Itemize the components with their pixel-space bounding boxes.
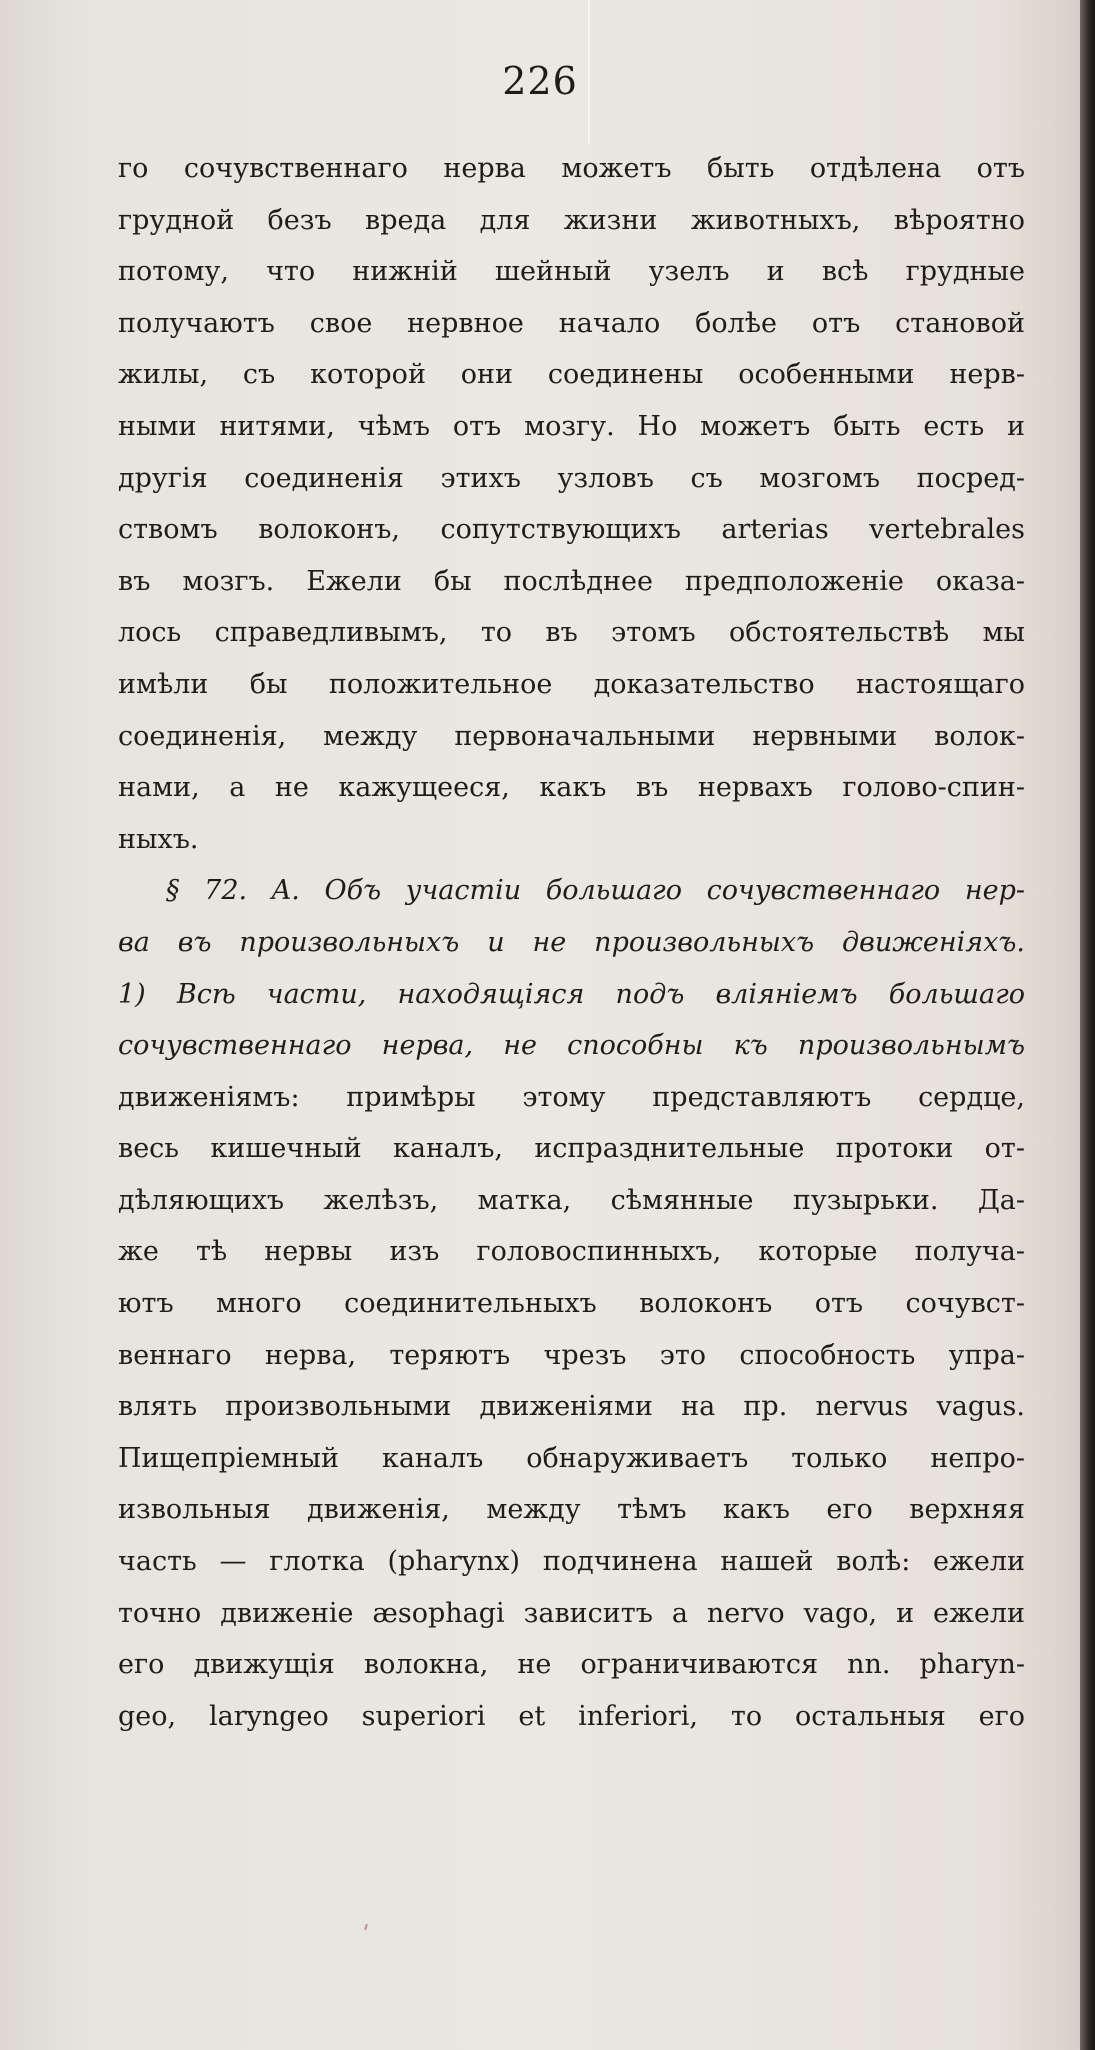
text-line: лось справедливымъ, то въ этомъ обстоятельствѣ мы: [118, 617, 1025, 649]
text-line: его движущія волокна, не ограничиваются nn. pharyn-: [118, 1649, 1025, 1681]
text-line: влять произвольными движеніями на пр. nervus vagus.: [118, 1391, 1025, 1423]
text-line: получаютъ свое нервное начало болѣе отъ становой: [118, 307, 1025, 339]
text-line: ютъ много соединительныхъ волоконъ отъ сочувст-: [118, 1288, 1025, 1320]
page-number: 226: [502, 59, 578, 103]
section-heading-continued: ва въ произвольныхъ и не произвольныхъ движеніяхъ.: [118, 926, 1025, 958]
item-1-line: сочувственнаго нерва, не способны къ произвольнымъ: [118, 1030, 1025, 1062]
text-line: соединенія, между первоначальными нервными волок-: [118, 720, 1025, 752]
text-line: Пищепріемный каналъ обнаруживаетъ только непро-: [118, 1442, 1025, 1474]
text-line: въ мозгъ. Ежели бы послѣднее предположеніе оказа-: [118, 565, 1025, 597]
text-line: ныхъ.: [118, 823, 199, 855]
text-line: имѣли бы положительное доказательство настоящаго: [118, 668, 1025, 700]
text-line: движеніямъ: примѣры этому представляютъ сердце,: [118, 1081, 1025, 1113]
text-line: часть — глотка (pharynx) подчинена нашей волѣ: ежели: [118, 1546, 1025, 1578]
text-line: веннаго нерва, теряютъ чрезъ это способность упра-: [118, 1339, 1025, 1371]
text-line: грудной безъ вреда для жизни животныхъ, вѣроятно: [118, 204, 1025, 236]
text-line: другія соединенія этихъ узловъ съ мозгомъ посред-: [118, 462, 1025, 494]
text-line: го сочувственнаго нерва можетъ быть отдѣлена отъ: [118, 153, 1025, 184]
text-line: же тѣ нервы изъ головоспинныхъ, которые получа-: [118, 1236, 1025, 1268]
page-edge-shadow: [1080, 0, 1095, 2050]
section-heading: § 72. A. Объ участіи большаго сочувственнаго нер-: [166, 875, 1025, 907]
text-line: ствомъ волоконъ, сопутствующихъ arterias vertebrales: [118, 514, 1025, 546]
text-line: дѣляющихъ желѣзъ, матка, сѣмянные пузырьки. Да-: [118, 1184, 1025, 1216]
text-line: geo, laryngeo superiori et inferiori, то остальныя его: [118, 1700, 1025, 1732]
text-line: жилы, съ которой они соединены особенными нерв-: [118, 359, 1025, 391]
paper-speck: [364, 1924, 368, 1930]
text-line: ными нитями, чѣмъ отъ мозгу. Но можетъ быть есть и: [118, 410, 1025, 442]
text-line: нами, а не кажущееся, какъ въ нервахъ голово-спин-: [118, 772, 1025, 804]
text-line: извольныя движенія, между тѣмъ какъ его верхняя: [118, 1494, 1025, 1526]
text-line: весь кишечный каналъ, испразднительные протоки от-: [118, 1133, 1025, 1165]
text-line: потому, что нижній шейный узелъ и всѣ грудные: [118, 256, 1025, 288]
body-text: [118, 143, 1025, 1742]
text-line: точно движеніе æsophagi зависитъ a nervo vago, и ежели: [118, 1597, 1025, 1629]
item-1-line: 1) Всѣ части, находящіяся подъ вліяніемъ большаго: [118, 978, 1025, 1010]
